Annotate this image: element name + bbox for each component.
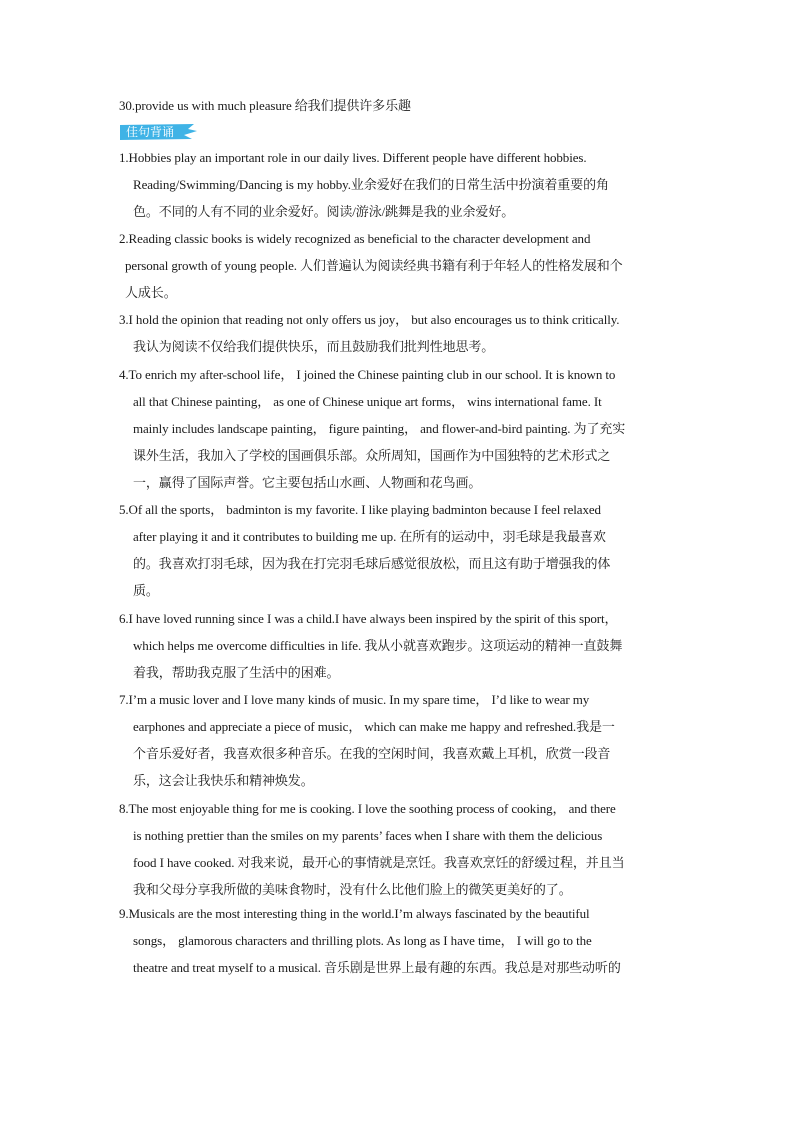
item-1-line-3: 色。不同的人有不同的业余爱好。阅读/游泳/跳舞是我的业余爱好。 [133,204,515,219]
section-badge-label: 佳句背诵 [126,125,175,139]
item-7-line-1: 7.I’m a music lover and I love many kinds of music. In my spare time， I’d like to wear my [119,692,590,707]
item-8-line-1: 8.The most enjoyable thing for me is cooking. I love the soothing process of cooking， and there [119,801,616,816]
item-5-line-4: 质。 [133,583,159,598]
item-8-line-4: 我和父母分享我所做的美味食物时，没有什么比他们脸上的微笑更美好的了。 [133,882,572,897]
item-5-line-3: 的。我喜欢打羽毛球，因为我在打完羽毛球后感觉很放松，而且这有助于增强我的体 [133,556,611,571]
item-3-line-2: 我认为阅读不仅给我们提供快乐，而且鼓励我们批判性地思考。 [133,339,495,354]
item-4-line-3: mainly includes landscape painting， figure painting， and flower-and-bird painting. 为了充实 [133,421,626,436]
item-2-line-2: personal growth of young people. 人们普遍认为阅读经典书籍有利于年轻人的性格发展和个 [125,258,623,273]
item-7-line-4: 乐，这会让我快乐和精神焕发。 [133,773,314,788]
item-7-line-3: 个音乐爱好者，我喜欢很多种音乐。在我的空闲时间，我喜欢戴上耳机，欣赏一段音 [133,746,611,761]
item-2-line-3: 人成长。 [125,285,177,300]
item-9-line-1: 9.Musicals are the most interesting thing in the world.I’m always fascinated by the beautiful [119,906,590,921]
heading-30: 30.provide us with much pleasure 给我们提供许多乐趣 [119,98,411,113]
item-4-line-2: all that Chinese painting， as one of Chinese unique art forms， wins international fame. It [133,394,602,409]
item-6-line-3: 着我，帮助我克服了生活中的困难。 [133,665,340,680]
item-4-line-1: 4.To enrich my after-school life， I joined the Chinese painting club in our school. It is known to [119,367,616,382]
item-8-line-2: is nothing prettier than the smiles on my parents’ faces when I share with them the delicious [133,828,603,843]
item-1-line-1: 1.Hobbies play an important role in our daily lives. Different people have different hobbies. [119,150,587,165]
item-3-line-1: 3.I hold the opinion that reading not only offers us joy， but also encourages us to think critically. [119,312,620,327]
item-8-line-3: food I have cooked. 对我来说，最开心的事情就是烹饪。我喜欢烹饪的舒缓过程，并且当 [133,855,625,870]
item-2-line-1: 2.Reading classic books is widely recognized as beneficial to the character development and [119,231,591,246]
item-4-line-4: 课外生活，我加入了学校的国画俱乐部。众所周知，国画作为中国独特的艺术形式之 [133,448,611,463]
item-7-line-2: earphones and appreciate a piece of music， which can make me happy and refreshed.我是一 [133,719,615,734]
item-6-line-2: which helps me overcome difficulties in life. 我从小就喜欢跑步。这项运动的精神一直鼓舞 [133,638,623,653]
item-6-line-1: 6.I have loved running since I was a child.I have always been inspired by the spirit of this sport， [119,611,618,626]
section-badge [118,123,198,141]
item-9-line-3: theatre and treat myself to a musical. 音乐剧是世界上最有趣的东西。我总是对那些动听的 [133,960,621,975]
item-4-line-5: 一，赢得了国际声誉。它主要包括山水画、人物画和花鸟画。 [133,475,482,490]
item-9-line-2: songs， glamorous characters and thrilling plots. As long as I have time， I will go to the [133,933,592,948]
item-5-line-2: after playing it and it contributes to building me up. 在所有的运动中，羽毛球是我最喜欢 [133,529,606,544]
item-5-line-1: 5.Of all the sports， badminton is my favorite. I like playing badminton because I feel relaxed [119,502,601,517]
item-1-line-2: Reading/Swimming/Dancing is my hobby.业余爱好在我们的日常生活中扮演着重要的角 [133,177,609,192]
